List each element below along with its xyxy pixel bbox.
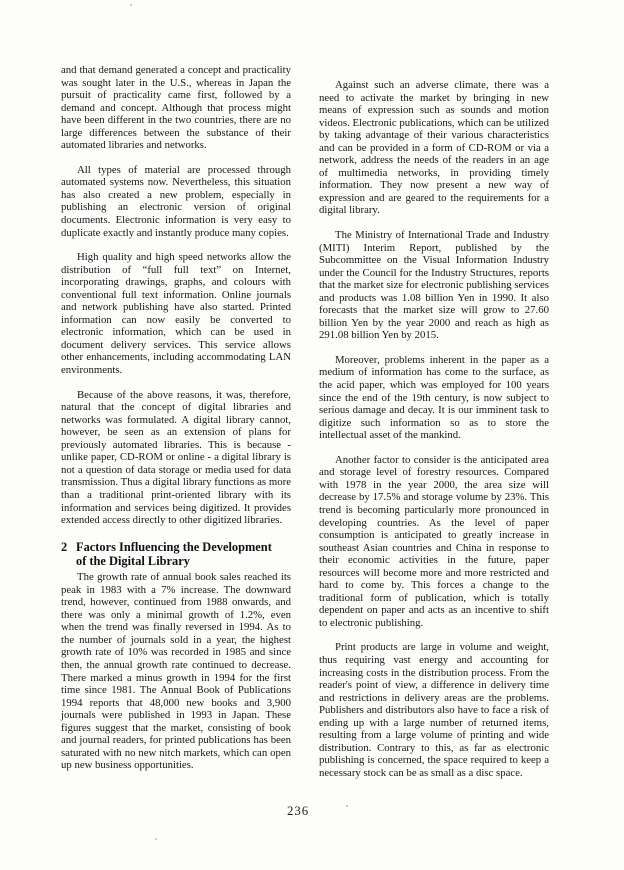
page-number: 236 — [287, 804, 310, 818]
paragraph: Another factor to consider is the anticipated area and storage level of forestry resources. Compared with 1978 in the year 2000, the area size will decrease by 17.5% and storage volume by 23%. This trend is becoming particularly more pronounced in developing countries. As the level of paper consumption is anticipated to greatly increase in southeast Asian countries and China in response to their economic activities in the future, paper resources will become more and more restricted and hard to come by. This forces a change to the traditional form of publication, which is totally dependent on paper and acts as an incentive to shift to electronic publishing. — [319, 453, 549, 629]
scan-speck — [130, 4, 132, 6]
section-title — [76, 540, 272, 570]
paragraph: All types of material are processed through automated systems now. Nevertheless, this situation has also created a new problem, especially in publishing an electronic version of original documents. Electronic information is very easy to duplicate exactly and instantly produce many copies. — [61, 163, 291, 239]
paragraph: High quality and high speed networks allow the distribution of “full full text” on Internet, incorporating drawings, graphs, and colours with conventional full text information. Online journals and network publishing have also started. Printed information can now easily be converted to electronic information, which can be used in document delivery services. This service allows other enhancements, including accommodating LAN environments. — [61, 251, 291, 377]
paragraph: The growth rate of annual book sales reached its peak in 1983 with a 7% increase. The downward trend, however, continued from 1988 onwards, and there was only a minimal growth of 1.2%, even when the trend was finally reversed in 1994. As to the number of journals sold in a year, the highest growth rate of 10% was recorded in 1985 and since then, the annual growth rate continued to decrease. There marked a minus growth in 1994 for the first time since 1981. The Annual Book of Publications 1994 reports that 48,000 new books and 3,900 journals were published in 1993 in Japan. These figures suggest that the market, consisting of book and journal readers, for printed publications has been saturated with no new nitch markets, which can open up new business opportunities. — [61, 571, 291, 772]
section-title-line2: of the Digital Library — [76, 554, 190, 569]
text-column-right — [319, 64, 549, 779]
paragraph: Print products are large in volume and weight, thus requiring vast energy and accounting for increasing costs in the distribution process. From the reader's point of view, a difference in delivery time and restrictions in delivery areas are the problems. Publishers and distributors also have to face a risk of ending up with a large number of returned items, resulting from a large volume of printing and wide distribution. Contrary to this, as far as electronic publishing is concerned, the space required to keep a necessary stock can be as small as a disc space. — [319, 641, 549, 779]
paragraph: and that demand generated a concept and practicality was sought later in the U.S., whereas in Japan the pursuit of practicality came first, followed by a demand and concept. Although that process might have been different in the two countries, there are no large differences between the substance of their automated libraries and networks. — [61, 64, 291, 152]
paragraph: Because of the above reasons, it was, therefore, natural that the concept of digital libraries and networks was formulated. A digital library cannot, however, be seen as an extension of plans for previously automated libraries. This is because - unlike paper, CD-ROM or online - a digital library is not a question of data storage or media used for data transmission. Thus a digital library functions as more than a traditional print-oriented library with its information and services being digitized. It provides extended access directly to other digitized libraries. — [61, 388, 291, 527]
paragraph: Moreover, problems inherent in the paper as a medium of information has come to the surface, as the acid paper, which was employed for 100 years since the end of the 19th century, is now subject to serious damage and decay. It is our imminent task to digitize such information so as to store the intellectual asset of the mankind. — [319, 353, 549, 442]
section-title-line1: Factors Influencing the Development — [76, 539, 272, 554]
section-number: 2 — [61, 539, 68, 554]
scan-speck — [346, 805, 348, 807]
paragraph: Against such an adverse climate, there was a need to activate the market by bringing in new means of expression such as sounds and motion videos. Electronic publications, which can be utilized by taking advantage of their various characteristics and can be provided in a form of CD-ROM or via a network, address the needs of the readers in an age of multimedia networks, in providing timely information. They now present a new way of expression and are geared to the requirements for a digital library. — [319, 79, 549, 217]
paragraph: The Ministry of International Trade and Industry (MITI) Interim Report, published by the Subcommittee on the Visual Information Industry under the Council for the Industry Structures, reports that the market size for electronic publishing services and products was 1.08 billion Yen in 1990. It also forecasts that the market size will grow to 27.60 billion Yen by the year 2000 and reach as high as 291.08 billion Yen by 2015. — [319, 229, 549, 342]
section-heading — [61, 540, 291, 570]
scan-speck — [155, 838, 157, 840]
text-column-left — [61, 64, 291, 772]
